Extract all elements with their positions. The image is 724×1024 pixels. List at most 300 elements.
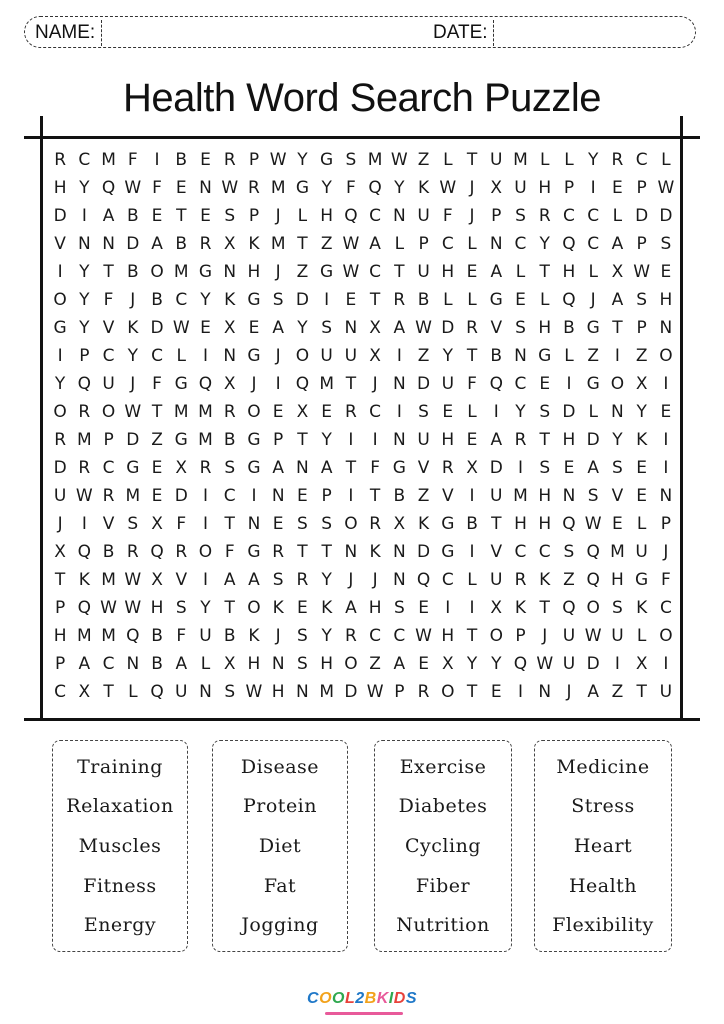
grid-letter: C [563, 206, 575, 226]
grid-letter: X [223, 234, 236, 254]
grid-letter: E [636, 458, 648, 478]
grid-letter: R [78, 402, 91, 422]
grid-letter: H [562, 430, 576, 450]
grid-letter: X [490, 178, 503, 198]
grid-letter: A [78, 654, 91, 674]
grid-letter: Z [417, 346, 430, 366]
grid-letter: W [245, 682, 263, 702]
word-item: Disease [240, 755, 320, 778]
grid-letter: O [198, 542, 213, 562]
grid-letter: F [467, 374, 477, 394]
grid-letter: L [636, 626, 647, 646]
grid-letter: I [469, 486, 475, 506]
grid-letter: L [176, 346, 186, 366]
grid-letter: X [296, 402, 309, 422]
grid-letter: L [612, 206, 623, 226]
grid-letter: M [173, 402, 189, 422]
grid-letter: L [539, 290, 550, 310]
grid-letter: Q [150, 682, 164, 702]
grid-letter: I [663, 430, 669, 450]
grid-letter: C [393, 626, 406, 646]
grid-letter: E [321, 402, 333, 422]
grid-letter: N [344, 542, 358, 562]
grid-letter: P [248, 150, 260, 170]
grid-letter: S [539, 458, 551, 478]
grid-letter: T [636, 682, 647, 702]
grid-letter: C [538, 542, 551, 562]
grid-letter: W [633, 262, 651, 282]
grid-letter: A [345, 598, 357, 618]
grid-letter: Y [394, 178, 405, 198]
grid-letter: J [372, 570, 378, 590]
grid-letter: W [584, 514, 602, 534]
grid-letter: E [660, 262, 672, 282]
grid-letter: I [614, 654, 620, 674]
grid-letter: D [126, 430, 140, 450]
grid-letter: R [538, 206, 551, 226]
grid-letter: Y [79, 178, 90, 198]
grid-letter: G [392, 458, 406, 478]
grid-letter: T [394, 262, 405, 282]
grid-letter: P [636, 234, 647, 254]
grid-letter: I [348, 430, 354, 450]
grid-letter: W [415, 318, 432, 338]
grid-letter: S [563, 542, 575, 562]
grid-letter: D [441, 318, 455, 338]
grid-letter: L [394, 234, 405, 254]
grid-letter: L [297, 206, 308, 226]
grid-letter: S [297, 626, 308, 646]
date-field[interactable] [493, 20, 693, 46]
grid-letter: L [467, 290, 477, 310]
grid-letter: D [295, 290, 309, 310]
grid-letter: N [392, 430, 406, 450]
grid-letter: U [659, 682, 673, 702]
grid-letter: X [611, 262, 624, 282]
grid-letter: I [663, 374, 669, 394]
grid-letter: A [490, 262, 503, 282]
grid-letter: S [272, 290, 284, 310]
grid-letter: M [270, 234, 286, 254]
grid-letter: H [441, 262, 455, 282]
grid-letter: E [151, 458, 163, 478]
name-field[interactable] [101, 20, 429, 46]
grid-letter: H [611, 570, 624, 590]
grid-letter: K [248, 234, 260, 254]
grid-letter: P [79, 346, 90, 366]
grid-letter: W [124, 570, 142, 590]
grid-letter: Z [417, 150, 430, 170]
grid-letter: J [542, 626, 548, 646]
grid-letter: J [663, 542, 669, 562]
grid-letter: B [126, 206, 139, 226]
grid-letter: H [53, 626, 67, 646]
grid-letter: Y [321, 178, 332, 198]
grid-letter: E [200, 206, 211, 226]
grid-letter: N [199, 178, 212, 198]
grid-letter: I [614, 346, 620, 366]
grid-letter: O [610, 374, 625, 394]
grid-letter: E [345, 290, 357, 310]
grid-letter: B [126, 262, 139, 282]
grid-letter: P [660, 514, 672, 534]
word-item: Training [77, 755, 163, 778]
logo-letter: I [388, 990, 394, 1007]
grid-letter: D [126, 234, 140, 254]
grid-letter: H [538, 486, 552, 506]
grid-letter: N [392, 374, 406, 394]
grid-letter: Y [200, 290, 211, 310]
grid-letter: Y [321, 626, 332, 646]
grid-letter: A [223, 570, 236, 590]
grid-letter: Y [442, 346, 453, 366]
grid-letter: N [489, 234, 503, 254]
grid-letter: W [366, 682, 384, 702]
grid-letter: X [151, 570, 163, 590]
word-item: Health [568, 874, 638, 897]
grid-letter: S [612, 598, 623, 618]
grid-letter: S [418, 402, 429, 422]
grid-letter: X [393, 514, 406, 534]
word-list-2 [212, 740, 348, 952]
grid-letter: Z [635, 346, 648, 366]
grid-letter: U [490, 486, 503, 506]
word-item: Diet [258, 834, 302, 857]
grid-letter: R [78, 458, 91, 478]
grid-letter: W [124, 402, 142, 422]
grid-letter: H [320, 654, 334, 674]
grid-letter: W [124, 178, 142, 198]
cool2bkids-logo [0, 990, 724, 1008]
grid-letter: B [563, 318, 575, 338]
grid-letter: B [175, 234, 188, 254]
grid-letter: F [442, 206, 453, 226]
grid-letter: A [611, 234, 624, 254]
grid-letter: Q [295, 374, 310, 394]
grid-letter: S [612, 458, 623, 478]
grid-letter: L [539, 150, 550, 170]
grid-letter: G [441, 542, 455, 562]
grid-letter: N [223, 262, 237, 282]
grid-letter: I [396, 346, 402, 366]
page-title: Health Word Search Puzzle [122, 76, 602, 120]
grid-letter: U [199, 626, 212, 646]
grid-letter: F [345, 178, 356, 198]
grid-letter: B [490, 346, 503, 366]
grid-letter: E [563, 458, 575, 478]
grid-letter: Z [296, 262, 309, 282]
grid-letter: U [562, 626, 576, 646]
grid-letter: J [275, 626, 281, 646]
grid-letter: U [53, 486, 67, 506]
grid-letter: C [587, 206, 600, 226]
grid-letter: S [321, 514, 333, 534]
grid-letter: N [271, 486, 285, 506]
word-item: Medicine [556, 755, 650, 778]
grid-letter: I [469, 542, 475, 562]
grid-letter: P [418, 234, 429, 254]
grid-letter: O [53, 290, 67, 310]
grid-letter: I [154, 150, 160, 170]
grid-letter: Y [321, 430, 332, 450]
grid-letter: T [369, 486, 381, 506]
grid-letter: Y [200, 598, 211, 618]
grid-letter: F [103, 290, 114, 310]
grid-letter: P [491, 206, 502, 226]
grid-letter: V [175, 570, 188, 590]
grid-letter: G [586, 318, 600, 338]
grid-letter: R [344, 626, 357, 646]
grid-letter: C [102, 654, 115, 674]
grid-letter: F [127, 150, 138, 170]
logo-letter: L [344, 990, 356, 1007]
grid-letter: S [393, 598, 405, 618]
grid-letter: P [563, 178, 575, 198]
grid-letter: W [439, 178, 457, 198]
grid-letter: P [54, 654, 66, 674]
grid-letter: O [150, 262, 164, 282]
grid-letter: Y [636, 402, 647, 422]
grid-letter: Q [562, 514, 576, 534]
grid-letter: W [415, 626, 432, 646]
grid-letter: S [660, 234, 672, 254]
grid-letter: G [126, 458, 140, 478]
grid-letter: T [103, 262, 114, 282]
grid-letter: U [611, 626, 624, 646]
grid-right-rule [680, 116, 683, 718]
grid-letter: M [367, 150, 383, 170]
grid-letter: N [611, 402, 624, 422]
grid-letter: E [490, 682, 502, 702]
grid-letter: I [590, 178, 596, 198]
grid-letter: G [489, 290, 503, 310]
grid-letter: U [320, 346, 333, 366]
grid-letter: K [539, 570, 551, 590]
grid-letter: Y [79, 262, 90, 282]
grid-letter: M [513, 486, 528, 506]
grid-letter: Z [151, 430, 163, 450]
grid-letter: E [636, 486, 648, 506]
grid-letter: B [223, 430, 236, 450]
grid-letter: J [275, 346, 281, 366]
grid-letter: X [466, 458, 478, 478]
grid-letter: E [297, 598, 308, 618]
grid-letter: W [221, 178, 239, 198]
letter-grid [48, 146, 678, 706]
grid-letter: M [101, 626, 116, 646]
grid-letter: X [78, 682, 91, 702]
grid-letter: W [342, 234, 360, 254]
grid-letter: D [635, 206, 649, 226]
grid-letter: P [636, 318, 647, 338]
grid-letter: D [417, 374, 431, 394]
grid-letter: X [175, 458, 188, 478]
grid-letter: N [392, 570, 406, 590]
grid-letter: W [342, 262, 360, 282]
grid-letter: U [490, 150, 503, 170]
grid-letter: E [272, 402, 284, 422]
grid-letter: F [224, 542, 235, 562]
grid-letter: G [247, 346, 261, 366]
grid-letter: T [539, 262, 550, 282]
grid-letter: H [538, 514, 552, 534]
grid-letter: P [103, 430, 114, 450]
grid-letter: E [466, 262, 478, 282]
grid-letter: Y [466, 654, 478, 674]
grid-letter: V [490, 318, 503, 338]
grid-letter: G [247, 458, 261, 478]
grid-letter: D [53, 458, 67, 478]
grid-letter: P [273, 430, 284, 450]
grid-letter: J [130, 374, 136, 394]
grid-letter: S [127, 514, 139, 534]
grid-letter: J [348, 570, 354, 590]
grid-letter: I [251, 486, 257, 506]
grid-letter: N [296, 682, 309, 702]
word-item: Stress [571, 795, 635, 818]
grid-letter: F [176, 514, 187, 534]
grid-letter: H [514, 514, 527, 534]
grid-letter: G [538, 346, 552, 366]
grid-letter: A [369, 234, 381, 254]
grid-letter: H [538, 178, 552, 198]
grid-letter: Q [150, 542, 164, 562]
grid-letter: Y [54, 374, 66, 394]
grid-letter: M [101, 570, 116, 590]
grid-letter: G [441, 514, 455, 534]
grid-letter: S [224, 206, 236, 226]
grid-letter: C [441, 570, 454, 590]
grid-letter: B [151, 290, 163, 310]
grid-letter: R [393, 290, 406, 310]
word-item: Muscles [78, 834, 162, 857]
grid-letter: H [368, 598, 382, 618]
grid-letter: I [324, 290, 330, 310]
grid-letter: E [539, 374, 551, 394]
grid-letter: N [102, 234, 115, 254]
grid-letter: O [659, 626, 673, 646]
grid-letter: M [319, 374, 334, 394]
grid-letter: R [175, 542, 188, 562]
grid-letter: H [271, 682, 285, 702]
grid-letter: T [612, 318, 623, 338]
grid-letter: R [466, 318, 478, 338]
grid-letter: M [198, 430, 213, 450]
grid-letter: J [130, 290, 136, 310]
grid-letter: T [321, 542, 332, 562]
grid-letter: D [53, 206, 67, 226]
grid-letter: C [102, 346, 115, 366]
grid-letter: I [517, 682, 523, 702]
grid-letter: M [77, 430, 92, 450]
grid-letter: R [417, 682, 430, 702]
grid-letter: I [372, 430, 378, 450]
grid-letter: T [151, 402, 163, 422]
grid-letter: A [490, 430, 503, 450]
grid-letter: R [296, 570, 309, 590]
grid-letter: J [590, 290, 596, 310]
grid-letter: E [175, 178, 187, 198]
grid-letter: E [200, 318, 211, 338]
grid-letter: R [126, 542, 139, 562]
word-item: Fitness [83, 874, 157, 897]
grid-letter: Y [127, 346, 138, 366]
grid-letter: T [297, 430, 308, 450]
word-item: Fiber [415, 874, 471, 897]
grid-letter: T [466, 682, 478, 702]
grid-letter: N [77, 234, 91, 254]
grid-letter: N [538, 682, 552, 702]
grid-letter: F [176, 626, 187, 646]
grid-letter: U [102, 374, 115, 394]
grid-letter: S [224, 682, 236, 702]
grid-letter: L [443, 290, 453, 310]
grid-letter: O [659, 346, 673, 366]
grid-letter: T [54, 570, 66, 590]
grid-letter: A [102, 206, 115, 226]
grid-letter: M [125, 486, 141, 506]
grid-letter: Q [198, 374, 213, 394]
grid-letter: U [344, 346, 358, 366]
grid-letter: R [611, 150, 624, 170]
grid-letter: C [151, 346, 163, 366]
grid-letter: S [636, 290, 648, 310]
grid-letter: L [467, 402, 477, 422]
grid-letter: G [174, 430, 188, 450]
grid-top-rule [24, 136, 700, 139]
grid-letter: A [320, 458, 333, 478]
grid-letter: P [321, 486, 332, 506]
grid-letter: K [127, 318, 139, 338]
grid-letter: C [369, 402, 382, 422]
grid-letter: E [418, 598, 429, 618]
grid-letter: C [587, 234, 600, 254]
grid-letter: S [587, 486, 599, 506]
grid-letter: R [514, 570, 527, 590]
grid-letter: O [586, 598, 600, 618]
grid-letter: L [515, 262, 526, 282]
grid-letter: S [175, 598, 187, 618]
grid-letter: R [223, 150, 236, 170]
grid-letter: X [635, 654, 648, 674]
grid-letter: E [151, 206, 163, 226]
grid-letter: O [295, 346, 310, 366]
grid-letter: P [248, 206, 260, 226]
grid-letter: T [176, 206, 187, 226]
name-date-bar [24, 16, 696, 48]
grid-letter: R [369, 514, 382, 534]
grid-bottom-rule [24, 718, 700, 721]
grid-letter: Q [368, 178, 382, 198]
grid-letter: N [392, 542, 406, 562]
grid-letter: Y [612, 430, 623, 450]
grid-letter: C [514, 234, 527, 254]
grid-letter: O [101, 402, 116, 422]
grid-letter: S [297, 514, 308, 534]
grid-letter: A [587, 682, 599, 702]
grid-letter: R [248, 178, 260, 198]
grid-letter: Q [562, 290, 576, 310]
grid-letter: W [172, 318, 190, 338]
grid-letter: D [659, 206, 673, 226]
grid-letter: H [538, 318, 552, 338]
grid-letter: H [659, 290, 673, 310]
grid-letter: E [418, 654, 429, 674]
word-item: Diabetes [398, 795, 488, 818]
grid-letter: T [297, 542, 308, 562]
grid-letter: D [586, 430, 600, 450]
grid-letter: Q [416, 570, 431, 590]
